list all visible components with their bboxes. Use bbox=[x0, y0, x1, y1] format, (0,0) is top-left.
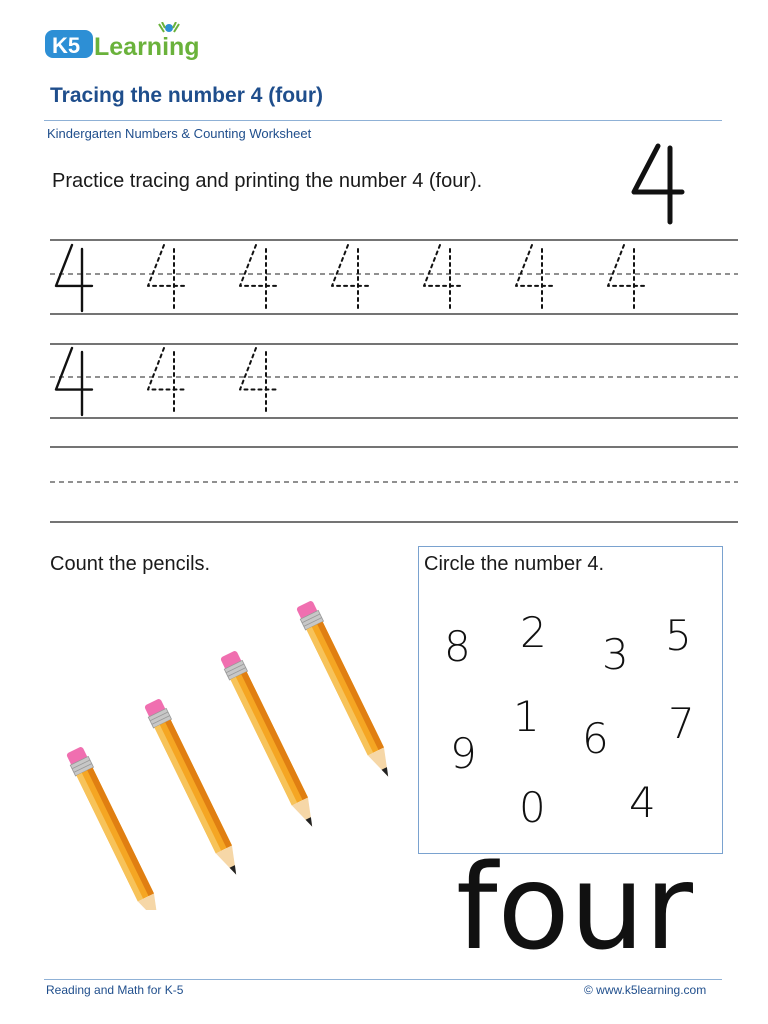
pencil-4-icon bbox=[295, 600, 397, 781]
big-digit-four bbox=[620, 138, 700, 228]
pencil-2-icon bbox=[143, 698, 245, 879]
header-divider bbox=[44, 120, 722, 121]
k5-learning-logo bbox=[44, 22, 214, 62]
choice-digit[interactable]: 6 bbox=[582, 714, 609, 763]
logo-k5-text: K5 bbox=[52, 33, 81, 58]
trace-four-dotted bbox=[240, 245, 276, 311]
trace-four-dotted bbox=[424, 245, 460, 311]
footer-copyright-link[interactable]: © www.k5learning.com bbox=[584, 983, 707, 997]
row2-digits bbox=[56, 348, 276, 415]
trace-four-dotted bbox=[148, 245, 184, 311]
pencil-1-icon bbox=[65, 746, 167, 910]
footer-tagline: Reading and Math for K-5 bbox=[46, 983, 184, 997]
number-word: four bbox=[456, 838, 694, 976]
count-instruction: Count the pencils. bbox=[50, 553, 211, 575]
logo-figure-icon bbox=[159, 22, 179, 32]
trace-four-dotted bbox=[148, 348, 184, 415]
row1-digits bbox=[56, 245, 644, 311]
choice-digit[interactable]: 8 bbox=[444, 622, 471, 671]
trace-four-dotted bbox=[608, 245, 644, 311]
page-title: Tracing the number 4 (four) bbox=[50, 84, 324, 107]
trace-four-dotted bbox=[516, 245, 552, 311]
choice-digit[interactable]: 9 bbox=[450, 729, 477, 778]
page-subtitle: Kindergarten Numbers & Counting Worksheet bbox=[47, 126, 312, 141]
writing-row-3 bbox=[50, 447, 738, 522]
choice-digit[interactable]: 2 bbox=[520, 608, 547, 657]
choice-digit[interactable]: 3 bbox=[602, 630, 629, 679]
choice-digit[interactable]: 4 bbox=[629, 778, 656, 827]
trace-four-dotted bbox=[332, 245, 368, 311]
trace-four-solid bbox=[56, 348, 92, 415]
trace-four-dotted bbox=[240, 348, 276, 415]
circle-instruction: Circle the number 4. bbox=[424, 553, 605, 575]
choice-digit[interactable]: 5 bbox=[665, 611, 692, 660]
choice-digit[interactable]: 1 bbox=[513, 692, 540, 741]
trace-four-solid bbox=[56, 245, 92, 311]
tracing-lines bbox=[44, 225, 744, 535]
footer-divider bbox=[44, 979, 722, 980]
tracing-instruction: Practice tracing and printing the number 4 (four). bbox=[52, 170, 483, 192]
pencils-illustration bbox=[40, 590, 410, 910]
choice-digit[interactable]: 0 bbox=[519, 783, 546, 832]
choice-digit[interactable]: 7 bbox=[668, 699, 695, 748]
pencil-3-icon bbox=[219, 650, 321, 831]
writing-row-2 bbox=[50, 344, 738, 418]
logo-learning-text: Learning bbox=[94, 33, 200, 61]
